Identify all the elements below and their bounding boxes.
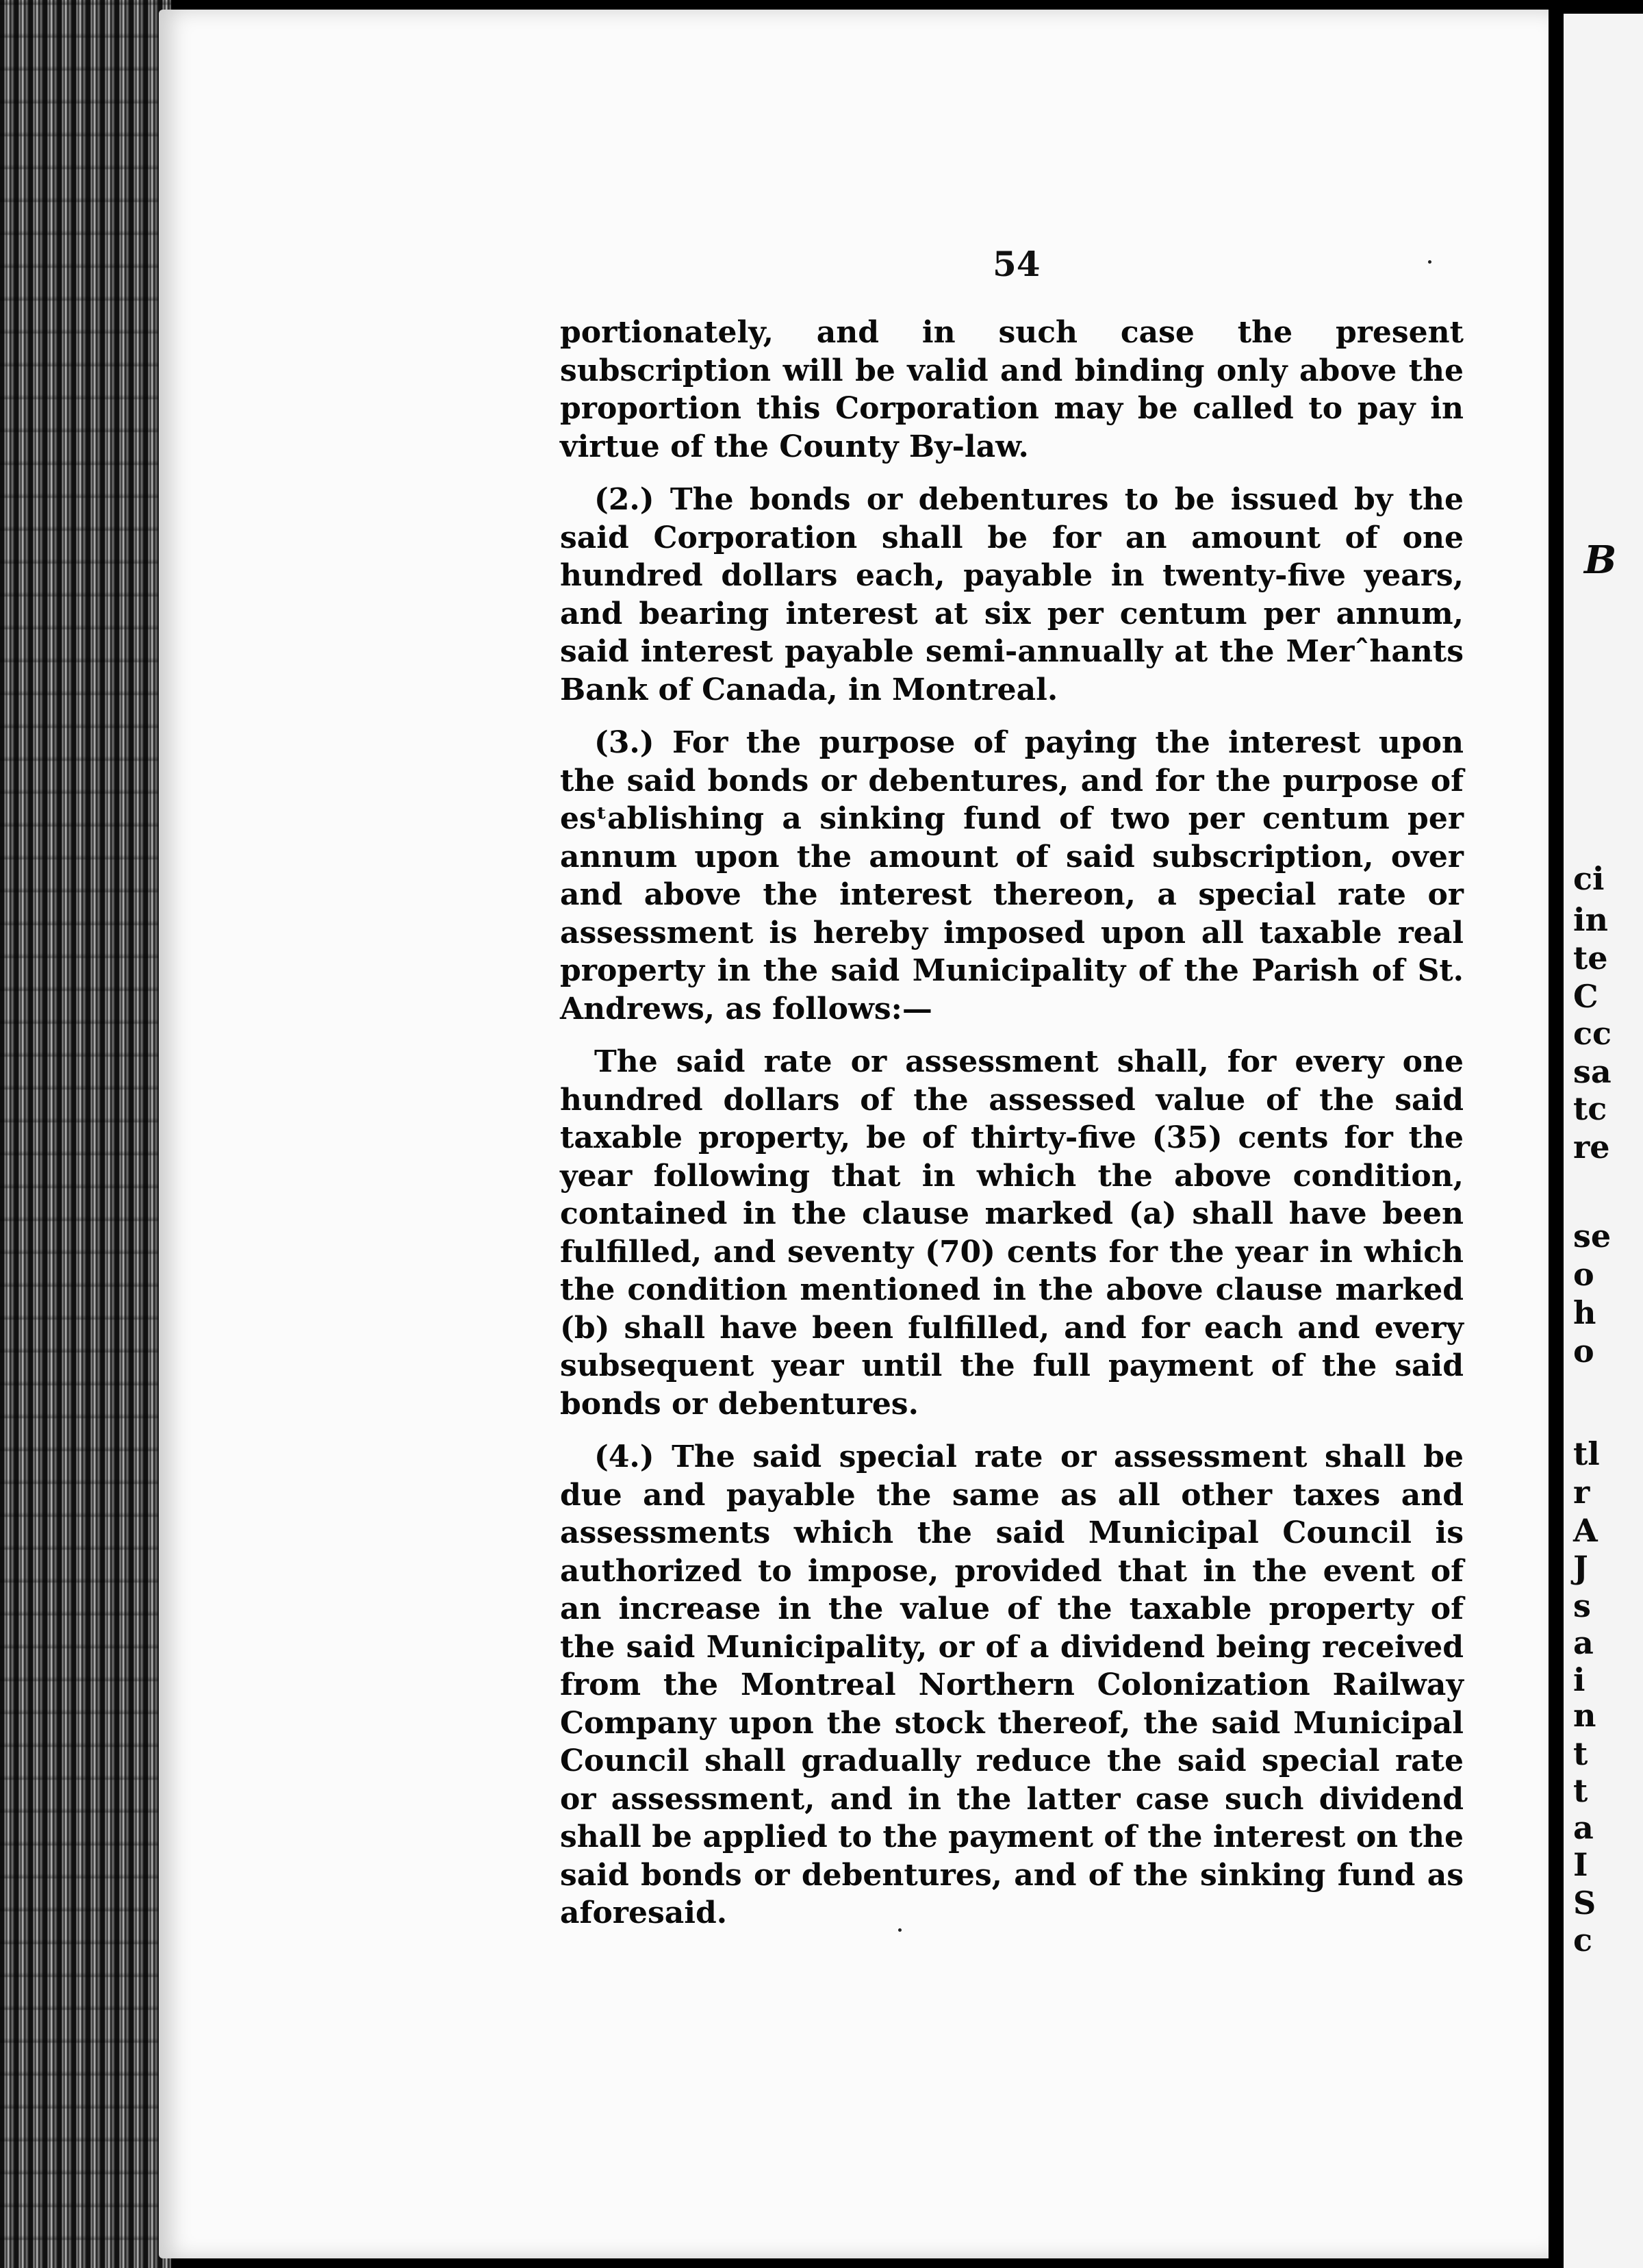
facing-page-fragment: t (1573, 1735, 1588, 1772)
facing-page-fragment: ci (1573, 860, 1605, 897)
paragraph-rate-clause: The said rate or assessment shall, for every one hundred dollars of the assessed value of the said taxable property, be of thirty-five (35) cents for the year following that in which the above condition, contained in the clause marked (a) shall have been fulfilled, and seventy (70) cents for the year in which the condition mentioned in the above clause marked (b) shall have been fulfilled, and for each and every subsequent year until the full payment of the said bonds or debentures. (560, 1044, 1464, 1422)
page-number: 54 (993, 244, 1041, 284)
paragraph-section-2: (2.) The bonds or debentures to be issued by the said Corporation shall be for an amount of one hundred dollars each, payable in twenty-five years, and bearing interest at six per centum per annum, said interest payable semi-annually at the Merˆhants Bank of Canada, in Montreal. (560, 482, 1464, 707)
facing-page-fragment: in (1573, 901, 1608, 938)
book-edge-stack (0, 0, 171, 2268)
facing-page-fragment: h (1573, 1294, 1596, 1331)
facing-page-fragment: se (1573, 1218, 1612, 1255)
facing-page-fragment: r (1573, 1474, 1590, 1511)
facing-page-heading: B (1584, 538, 1617, 583)
facing-page-fragment: cc (1573, 1015, 1612, 1052)
facing-page-fragment: i (1573, 1661, 1585, 1698)
paragraph-continuation: portionately, and in such case the present subscription will be valid and binding only above the proportion this Corporation may be called to pay in virtue of the County By-law. (560, 315, 1464, 464)
paragraph-section-3: (3.) For the purpose of paying the interest upon the said bonds or debentures, and for the purpose of esᵗablishing a sinking fund of two per centum per annum upon the amount of said subscription, over and above the interest thereon, a special rate or assessment is hereby imposed upon all taxable real property in the said Municipality of the Parish of St. Andrews, as follows:— (560, 725, 1464, 1026)
facing-page-fragment: re (1573, 1129, 1610, 1166)
facing-page-fragment: tc (1573, 1090, 1607, 1127)
facing-page-fragment: a (1573, 1624, 1594, 1661)
facing-page-fragment: A (1573, 1512, 1598, 1549)
facing-page-fragment: S (1573, 1885, 1596, 1922)
ink-speck (898, 1928, 902, 1932)
facing-page-fragment: sa (1573, 1053, 1612, 1090)
book-gutter (1549, 0, 1564, 2268)
facing-page-fragment: te (1573, 940, 1608, 977)
facing-page-fragment: n (1573, 1697, 1596, 1734)
paragraph-section-4: (4.) The said special rate or assessment shall be due and payable the same as all other taxes and assessments which the said Municipal Council is authorized to impose, provided that in the event of an increase in the value of the taxable property of the said Municipality, or of a dividend being received from the Montreal Northern Colonization Railway Company upon the stock thereof, the said Municipal Council shall gradually reduce the said special rate or assessment, and in the latter case such dividend shall be applied to the payment of the interest on the said bonds or debentures, and of the sinking fund as aforesaid. (560, 1439, 1464, 1930)
facing-page (1564, 14, 1643, 2268)
facing-page-fragment: tl (1573, 1435, 1600, 1472)
ink-speck (1428, 260, 1431, 264)
facing-page-fragment: a (1573, 1809, 1594, 1846)
facing-page-fragment: I (1573, 1846, 1588, 1883)
facing-page-fragment: c (1573, 1922, 1593, 1958)
facing-page-fragment: o (1573, 1333, 1594, 1370)
facing-page-fragment: J (1573, 1549, 1588, 1586)
facing-page-fragment: o (1573, 1256, 1594, 1293)
facing-page-fragment: t (1573, 1772, 1588, 1809)
facing-page-fragment: C (1573, 978, 1599, 1015)
facing-page-fragment: s (1573, 1587, 1591, 1624)
body-text (560, 314, 1464, 1932)
